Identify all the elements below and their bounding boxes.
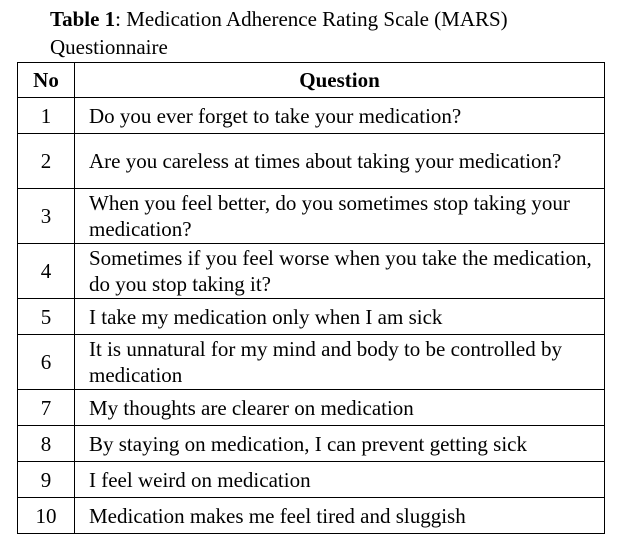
table-row (18, 134, 605, 189)
row-number: 9 (18, 462, 75, 498)
row-number: 6 (18, 335, 75, 390)
row-number: 7 (18, 390, 75, 426)
table-row (18, 462, 605, 498)
row-question: Medication makes me feel tired and sluggish (75, 498, 605, 534)
table-caption (50, 5, 610, 61)
row-question: I feel weird on medication (75, 462, 605, 498)
table-row (18, 498, 605, 534)
table-row (18, 426, 605, 462)
row-question: Sometimes if you feel worse when you take the medication, do you stop taking it? (75, 244, 605, 299)
row-number: 8 (18, 426, 75, 462)
header-no: No (18, 63, 75, 98)
row-number: 3 (18, 189, 75, 244)
row-number: 4 (18, 244, 75, 299)
table-header-row (18, 63, 605, 98)
mars-questionnaire-table (17, 62, 605, 534)
row-question: By staying on medication, I can prevent getting sick (75, 426, 605, 462)
row-number: 2 (18, 134, 75, 189)
table-row (18, 335, 605, 390)
table-row (18, 189, 605, 244)
row-number: 5 (18, 299, 75, 335)
caption-label: Table 1 (50, 7, 116, 31)
row-question: My thoughts are clearer on medication (75, 390, 605, 426)
table-row (18, 98, 605, 134)
row-number: 1 (18, 98, 75, 134)
row-question: I take my medication only when I am sick (75, 299, 605, 335)
caption-title: : Medication Adherence Rating Scale (MARS) Questionnaire (50, 7, 508, 59)
row-question: It is unnatural for my mind and body to be controlled by medication (75, 335, 605, 390)
table-row (18, 390, 605, 426)
row-question: When you feel better, do you sometimes stop taking your medication? (75, 189, 605, 244)
header-question: Question (75, 63, 605, 98)
table-row (18, 244, 605, 299)
row-question: Do you ever forget to take your medication? (75, 98, 605, 134)
table-row (18, 299, 605, 335)
row-question: Are you careless at times about taking your medication? (75, 134, 605, 189)
row-number: 10 (18, 498, 75, 534)
